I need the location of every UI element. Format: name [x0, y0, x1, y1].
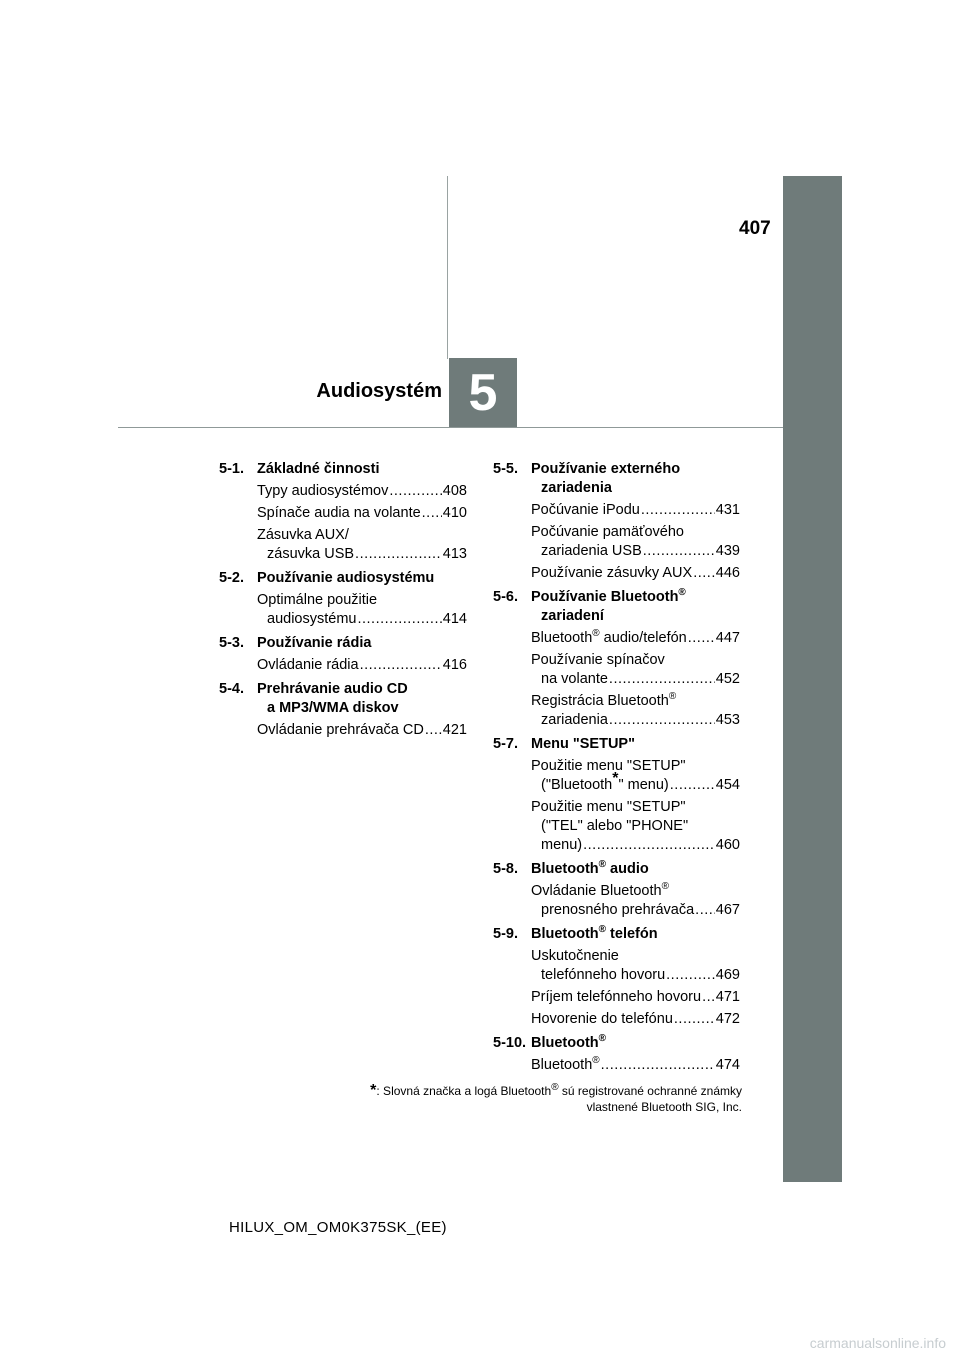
entry-text: Zásuvka AUX/	[257, 527, 349, 543]
section-title: Bluetooth® audio	[531, 859, 649, 877]
toc-entry[interactable]	[257, 721, 467, 740]
toc-section-heading[interactable]	[493, 925, 740, 944]
section-title: Bluetooth®	[531, 1033, 607, 1051]
entry-text: Spínače audia na volante	[257, 505, 421, 521]
toc-entry[interactable]	[531, 882, 740, 920]
entry-text: telefónneho hovoru	[541, 967, 666, 983]
footnote-line-1: : Slovná značka a logá Bluetooth® sú registrované ochranné známky	[376, 1082, 742, 1098]
section-number: 5-6.	[493, 589, 518, 605]
entry-page-number: 454	[715, 777, 740, 793]
entry-text: audiosystému	[267, 611, 357, 627]
entry-text: Počúvanie iPodu	[531, 502, 640, 518]
section-title: Používanie rádia	[257, 635, 372, 651]
dot-leader	[693, 564, 715, 583]
section-title: Prehrávanie audio CD a MP3/WMA diskov	[257, 681, 408, 716]
chapter-side-tab	[783, 176, 842, 1182]
entry-text: Bluetooth®	[531, 1055, 600, 1073]
chapter-number-box	[449, 358, 517, 427]
section-number: 5-9.	[493, 926, 518, 942]
section-title: Používanie Bluetooth® zariadení	[531, 587, 686, 624]
dot-leader	[360, 656, 442, 675]
toc-entry[interactable]	[531, 988, 740, 1007]
toc-section-heading[interactable]	[493, 460, 740, 498]
entry-text: Ovládanie prehrávača CD	[257, 722, 424, 738]
entry-text: Používanie zásuvky AUX	[531, 565, 693, 581]
entry-text: Bluetooth® audio/telefón	[531, 628, 687, 646]
section-number: 5-7.	[493, 736, 518, 752]
section-number: 5-2.	[219, 570, 244, 586]
footnote-star: *	[370, 1082, 377, 1099]
toc-section-heading[interactable]	[219, 569, 467, 588]
entry-text: Používanie spínačov	[531, 652, 665, 668]
toc-entry[interactable]	[257, 591, 467, 629]
entry-text: zariadenia	[541, 712, 608, 728]
entry-page-number: 413	[442, 546, 467, 562]
dot-leader	[674, 1010, 715, 1029]
toc-entry[interactable]	[257, 526, 467, 564]
entry-page-number: 467	[715, 902, 740, 918]
entry-page-number: 421	[442, 722, 467, 738]
entry-text: menu)	[541, 837, 583, 853]
entry-text: Príjem telefónneho hovoru	[531, 989, 702, 1005]
section-number: 5-3.	[219, 635, 244, 651]
toc-entry[interactable]	[531, 757, 740, 795]
entry-page-number: 446	[715, 565, 740, 581]
entry-page-number: 453	[715, 712, 740, 728]
footnote	[222, 1083, 742, 1115]
header-vertical-rule	[447, 176, 448, 359]
entry-text: Použitie menu "SETUP"	[531, 758, 686, 774]
toc-section-heading[interactable]	[219, 680, 467, 718]
toc-section-heading[interactable]	[493, 588, 740, 626]
dot-leader	[688, 629, 715, 648]
entry-text: zariadenia USB	[541, 543, 642, 559]
entry-text: Optimálne použitie	[257, 592, 378, 608]
dot-leader	[422, 504, 442, 523]
entry-page-number: 472	[715, 1011, 740, 1027]
section-title: Používanie externého zariadenia	[531, 461, 681, 496]
section-number: 5-4.	[219, 681, 244, 697]
entry-page-number: 410	[442, 505, 467, 521]
toc-entry[interactable]	[531, 629, 740, 648]
entry-page-number: 416	[442, 657, 467, 673]
entry-page-number: 469	[715, 967, 740, 983]
toc-entry[interactable]	[531, 947, 740, 985]
entry-page-number: 471	[715, 989, 740, 1005]
toc-section-heading[interactable]	[493, 735, 740, 754]
section-number: 5-1.	[219, 461, 244, 477]
entry-text: prenosného prehrávača	[541, 902, 695, 918]
toc-entry[interactable]	[531, 692, 740, 730]
entry-page-number: 439	[715, 543, 740, 559]
chapter-number: 5	[468, 363, 498, 422]
entry-text: na volante	[541, 671, 608, 687]
section-number: 5-8.	[493, 861, 518, 877]
toc-entry[interactable]	[257, 482, 467, 501]
entry-page-number: 414	[442, 611, 467, 627]
dot-leader	[357, 610, 441, 629]
dot-leader	[695, 901, 715, 920]
page-number: 407	[739, 218, 771, 239]
dot-leader	[601, 1056, 715, 1075]
dot-leader	[425, 721, 442, 740]
dot-leader	[666, 966, 715, 985]
header-horizontal-rule	[118, 427, 783, 428]
entry-page-number: 408	[442, 483, 467, 499]
entry-text: Typy audiosystémov	[257, 483, 389, 499]
footnote-line-2: vlastnené Bluetooth SIG, Inc.	[586, 1100, 742, 1114]
toc-entry[interactable]	[257, 656, 467, 675]
toc-section-heading[interactable]	[219, 634, 467, 653]
entry-page-number: 452	[715, 671, 740, 687]
toc-section-heading[interactable]	[493, 860, 740, 879]
toc-right-column	[493, 460, 740, 1075]
section-title: Bluetooth® telefón	[531, 924, 658, 942]
toc-entry[interactable]	[531, 798, 740, 855]
toc-section-heading[interactable]	[219, 460, 467, 479]
dot-leader	[670, 776, 715, 795]
dot-leader	[609, 711, 715, 730]
entry-text: Hovorenie do telefónu	[531, 1011, 673, 1027]
toc-section-heading[interactable]	[493, 1034, 740, 1053]
dot-leader	[702, 988, 715, 1007]
entry-text: Použitie menu "SETUP"	[531, 799, 686, 815]
document-code: HILUX_OM_OM0K375SK_(EE)	[229, 1219, 447, 1236]
toc-entry[interactable]	[531, 523, 740, 561]
entry-page-number: 447	[715, 630, 740, 646]
entry-text: Registrácia Bluetooth®	[531, 691, 677, 709]
section-number: 5-10.	[493, 1035, 527, 1051]
dot-leader	[389, 482, 441, 501]
section-number: 5-5.	[493, 461, 518, 477]
entry-text: zásuvka USB	[267, 546, 355, 562]
toc-entry[interactable]	[531, 564, 740, 583]
entry-text: ("Bluetooth*" menu)	[541, 770, 669, 793]
toc-entry[interactable]	[531, 651, 740, 689]
toc-left-column	[219, 460, 467, 740]
chapter-title: Audiosystém	[316, 380, 442, 402]
entry-text: Počúvanie pamäťového	[531, 524, 684, 540]
toc-entry[interactable]	[531, 501, 740, 520]
entry-text: Ovládanie Bluetooth®	[531, 881, 669, 899]
dot-leader	[583, 836, 715, 855]
entry-page-number: 474	[715, 1057, 740, 1073]
entry-page-number: 431	[715, 502, 740, 518]
dot-leader	[643, 542, 715, 561]
toc-entry[interactable]	[531, 1010, 740, 1029]
watermark: carmanualsonline.info	[809, 1335, 946, 1351]
dot-leader	[355, 545, 442, 564]
entry-text: ("TEL" alebo "PHONE"	[541, 818, 689, 834]
dot-leader	[609, 670, 715, 689]
entry-text: Uskutočnenie	[531, 948, 619, 964]
section-title: Základné činnosti	[257, 461, 380, 477]
entry-text: Ovládanie rádia	[257, 657, 359, 673]
section-title: Používanie audiosystému	[257, 570, 435, 586]
toc-entry[interactable]	[531, 1056, 740, 1075]
toc-entry[interactable]	[257, 504, 467, 523]
section-title: Menu "SETUP"	[531, 736, 635, 752]
dot-leader	[641, 501, 715, 520]
entry-page-number: 460	[715, 837, 740, 853]
